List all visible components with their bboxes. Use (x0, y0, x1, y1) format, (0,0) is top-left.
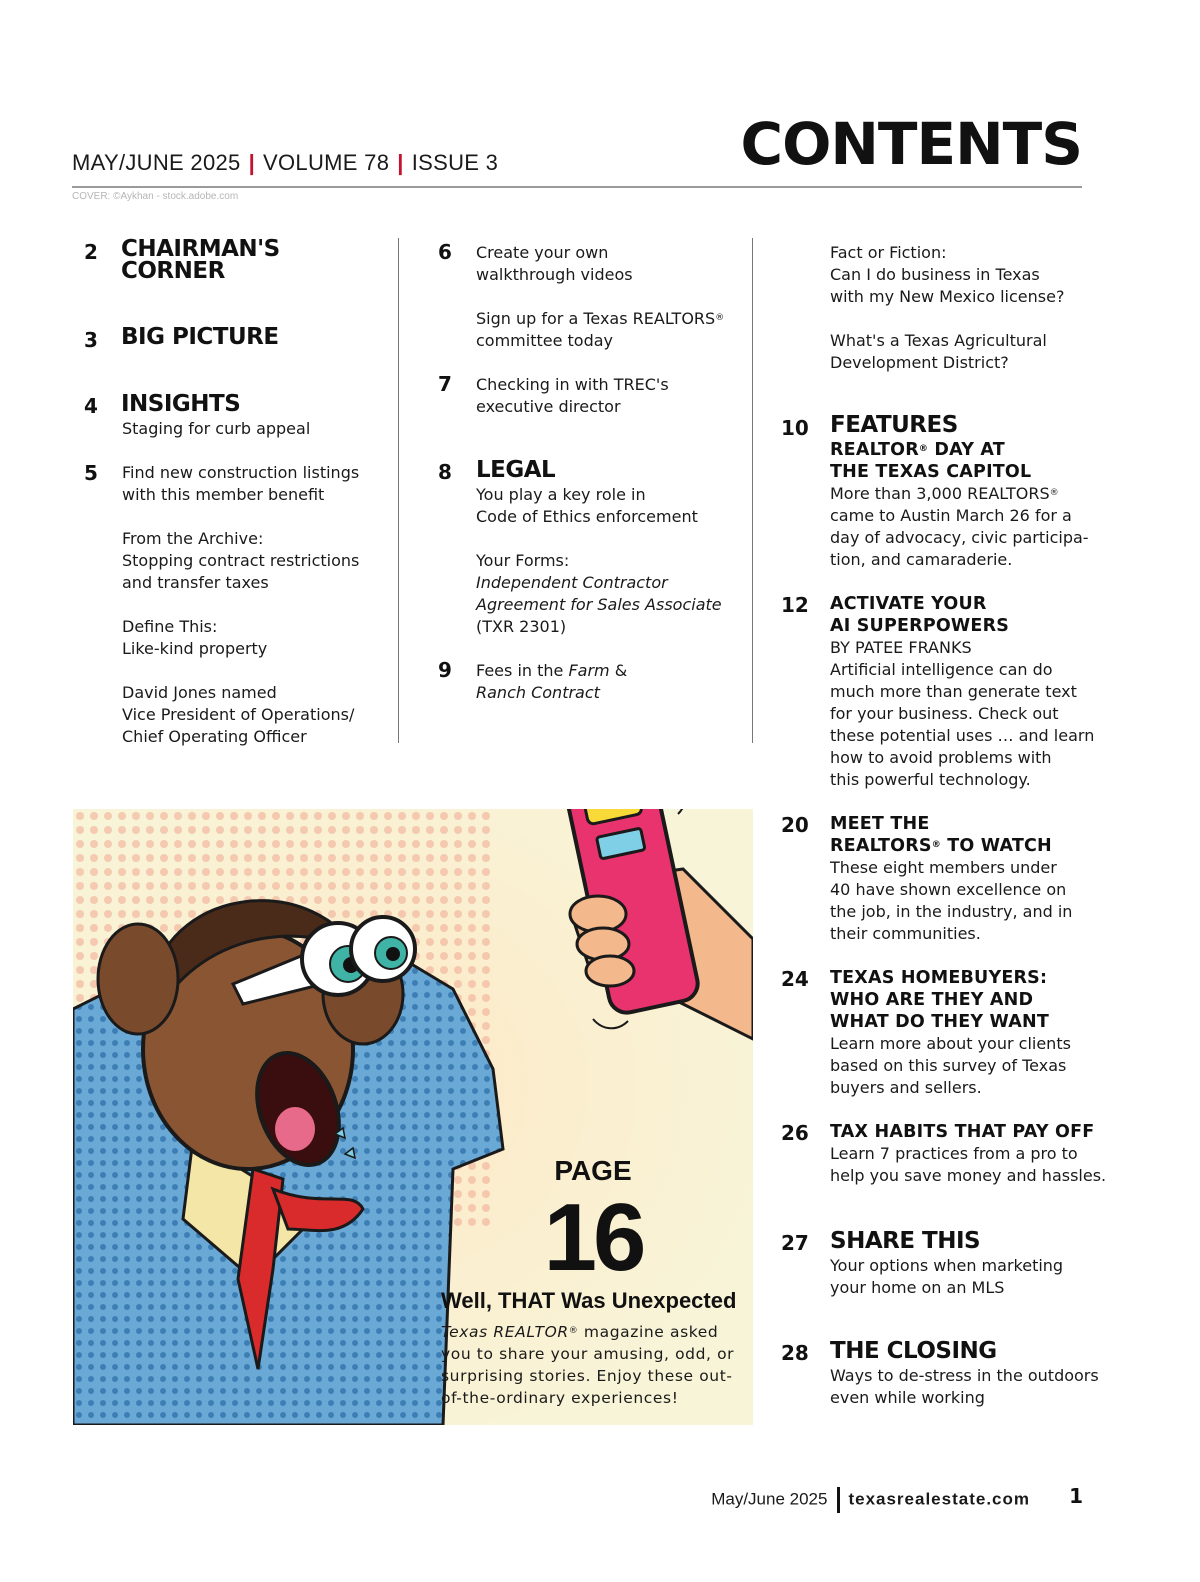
entry-line: with this member benefit (122, 485, 325, 504)
entry-line: this powerful technology. (830, 770, 1031, 789)
toc-entry[interactable] (476, 484, 698, 528)
entry-line: Learn 7 practices from a pro to (830, 1144, 1078, 1163)
entry-text: Sign up for a Texas REALTORS (476, 309, 716, 328)
section-big-picture[interactable]: BIG PICTURE (121, 324, 279, 350)
entry-line: What's a Texas Agricultural (830, 331, 1047, 350)
entry-line: You play a key role in (476, 485, 646, 504)
footer-divider (837, 1487, 840, 1513)
headline-text: REALTORS (830, 836, 932, 856)
entry-line: Ranch Contract (476, 683, 600, 702)
page-number-20: 20 (781, 813, 809, 837)
page-number-4: 4 (84, 394, 98, 418)
page-number-3: 3 (84, 328, 98, 352)
feature-headline (830, 439, 1089, 461)
toc-entry[interactable] (476, 308, 724, 352)
entry-line: Ways to de-stress in the outdoors (830, 1366, 1099, 1385)
magazine-name: Texas REALTOR (441, 1323, 569, 1341)
feature-headline (830, 835, 1072, 857)
feature-headline: ACTIVATE YOUR (830, 594, 987, 614)
footer-date: May/June 2025 (711, 1489, 828, 1509)
registered-mark: ® (918, 444, 929, 454)
section-the-closing[interactable]: THE CLOSING (830, 1338, 997, 1364)
entry-line: Your options when marketing (830, 1256, 1064, 1275)
column-divider-1 (398, 238, 399, 743)
feature-description (441, 1321, 741, 1409)
entry-line: Fact or Fiction: (830, 243, 947, 262)
entry-line: Vice President of Operations/ (122, 705, 355, 724)
entry-line: buyers and sellers. (830, 1078, 982, 1097)
feature-page-number[interactable]: 16 (543, 1184, 643, 1291)
feature-entry[interactable] (830, 967, 1071, 1099)
section-share-this[interactable]: SHARE THIS (830, 1228, 981, 1254)
entry-line: Code of Ethics enforcement (476, 507, 698, 526)
toc-entry[interactable] (830, 330, 1047, 374)
folio-page-number: 1 (1069, 1484, 1083, 1508)
registered-mark: ® (715, 313, 725, 323)
page-number-9: 9 (438, 658, 452, 682)
entry-line (830, 483, 1089, 505)
separator-1: | (248, 150, 256, 175)
feature-page-label: PAGE (554, 1155, 632, 1186)
feature-entry[interactable] (830, 813, 1072, 945)
toc-entry[interactable] (122, 462, 359, 506)
feature-entry[interactable] (830, 1121, 1106, 1187)
feature-headline: THE TEXAS CAPITOL (830, 462, 1032, 482)
entry-line: how to avoid problems with (830, 748, 1052, 767)
page-number-28: 28 (781, 1341, 809, 1365)
toc-entry[interactable] (830, 1365, 1099, 1409)
entry-line: From the Archive: (122, 529, 264, 548)
entry-line: help you save money and hassles. (830, 1166, 1107, 1185)
cover-credit: COVER: ©Aykhan - stock.adobe.com (72, 191, 239, 202)
registered-mark: ® (931, 840, 941, 850)
entry-line: These eight members under (830, 858, 1057, 877)
entry-line: David Jones named (122, 683, 277, 702)
toc-entry[interactable] (122, 682, 354, 748)
entry-line: Development District? (830, 353, 1009, 372)
feature-headline: MEET THE (830, 814, 930, 834)
page-number-26: 26 (781, 1121, 809, 1145)
description-text: magazine asked you to share your amusing, odd, or surprising stories. Enjoy these out-of-the-ordinary experiences! (441, 1323, 735, 1407)
page-number-12: 12 (781, 593, 809, 617)
entry-line: (TXR 2301) (476, 617, 567, 636)
feature-headline: TEXAS HOMEBUYERS: (830, 968, 1048, 988)
section-insights[interactable]: INSIGHTS (121, 391, 241, 417)
issue-date: MAY/JUNE 2025 (72, 150, 241, 175)
entry-line: the job, in the industry, and in (830, 902, 1073, 921)
page-number-5: 5 (84, 461, 98, 485)
entry-line: Learn more about your clients (830, 1034, 1071, 1053)
page-number-24: 24 (781, 967, 809, 991)
volume: VOLUME 78 (263, 150, 390, 175)
entry-line: day of advocacy, civic participa- (830, 528, 1089, 547)
entry-line: Chief Operating Officer (122, 727, 307, 746)
feature-headline: WHAT DO THEY WANT (830, 1012, 1050, 1032)
column-divider-2 (752, 238, 753, 743)
section-title-line: CORNER (121, 258, 225, 284)
page-title: CONTENTS (740, 110, 1082, 178)
toc-entry[interactable] (122, 528, 359, 594)
feature-headline: WHO ARE THEY AND (830, 990, 1034, 1010)
section-features[interactable]: FEATURES (830, 412, 958, 438)
entry-line: Your Forms: (476, 551, 570, 570)
entry-text: Fees in the (476, 661, 569, 680)
page-number-7: 7 (438, 372, 452, 396)
entry-line: with my New Mexico license? (830, 287, 1065, 306)
entry-text: & (609, 661, 628, 680)
entry-line: these potential uses … and learn (830, 726, 1095, 745)
entry-text: More than 3,000 REALTORS (830, 484, 1050, 503)
entry-line: Independent Contractor (476, 573, 668, 592)
registered-mark: ® (568, 1326, 579, 1336)
feature-entry[interactable] (830, 439, 1089, 571)
entry-line: came to Austin March 26 for a (830, 506, 1072, 525)
section-legal[interactable]: LEGAL (476, 457, 556, 483)
entry-line: Define This: (122, 617, 218, 636)
feature-headline: AI SUPERPOWERS (830, 616, 1010, 636)
toc-entry[interactable] (476, 242, 633, 286)
issue-info (72, 150, 498, 176)
entry-line: 40 have shown excellence on (830, 880, 1067, 899)
toc-entry[interactable] (830, 242, 1064, 308)
feature-entry[interactable] (830, 593, 1094, 791)
entry-line: tion, and camaraderie. (830, 550, 1013, 569)
page-number-8: 8 (438, 460, 452, 484)
entry-line: even while working (830, 1388, 985, 1407)
entry-line (476, 660, 627, 682)
footer-website-link[interactable]: texasrealestate.com (848, 1489, 1030, 1509)
entry-line: walkthrough videos (476, 265, 633, 284)
separator-2: | (397, 150, 404, 175)
entry-line: Create your own (476, 243, 609, 262)
entry-line: their communities. (830, 924, 981, 943)
entry-line: much more than generate text (830, 682, 1077, 701)
page-number-6: 6 (438, 240, 452, 264)
feature-title[interactable]: Well, THAT Was Unexpected (441, 1288, 737, 1313)
entry-text: Farm (568, 661, 610, 680)
entry-line: Checking in with TREC's (476, 375, 669, 394)
entry-line: based on this survey of Texas (830, 1056, 1067, 1075)
entry-line: and transfer taxes (122, 573, 269, 592)
page-number-27: 27 (781, 1231, 809, 1255)
header-rule (72, 186, 1082, 188)
toc-entry[interactable] (122, 616, 267, 660)
toc-entry[interactable] (476, 374, 669, 418)
entry-line: Artificial intelligence can do (830, 660, 1053, 679)
headline-text: TO WATCH (940, 836, 1052, 856)
entry-line: Agreement for Sales Associate (476, 595, 722, 614)
page-number-2: 2 (84, 240, 98, 264)
entry-line: Find new construction listings (122, 463, 360, 482)
entry-line: your home on an MLS (830, 1278, 1005, 1297)
headline-text: REALTOR (830, 440, 919, 460)
section-title-line: CHAIRMAN'S (121, 236, 280, 262)
toc-entry[interactable] (476, 550, 722, 638)
toc-entry[interactable] (476, 660, 627, 704)
page-number-10: 10 (781, 416, 809, 440)
feature-headline: TAX HABITS THAT PAY OFF (830, 1122, 1095, 1142)
toc-entry[interactable]: Staging for curb appeal (122, 419, 311, 438)
entry-line: Like-kind property (122, 639, 268, 658)
headline-text: DAY AT (928, 440, 1005, 460)
footer (711, 1487, 1030, 1513)
byline: BY PATEE FRANKS (830, 638, 972, 657)
section-chairmans-corner[interactable] (121, 238, 280, 282)
entry-line: Stopping contract restrictions (122, 551, 360, 570)
toc-entry[interactable] (830, 1255, 1063, 1299)
entry-line: committee today (476, 331, 614, 350)
issue-number: ISSUE 3 (411, 150, 499, 175)
entry-line: for your business. Check out (830, 704, 1059, 723)
entry-line: executive director (476, 397, 621, 416)
entry-line (476, 308, 724, 330)
registered-mark: ® (1049, 488, 1059, 498)
entry-line: Can I do business in Texas (830, 265, 1040, 284)
